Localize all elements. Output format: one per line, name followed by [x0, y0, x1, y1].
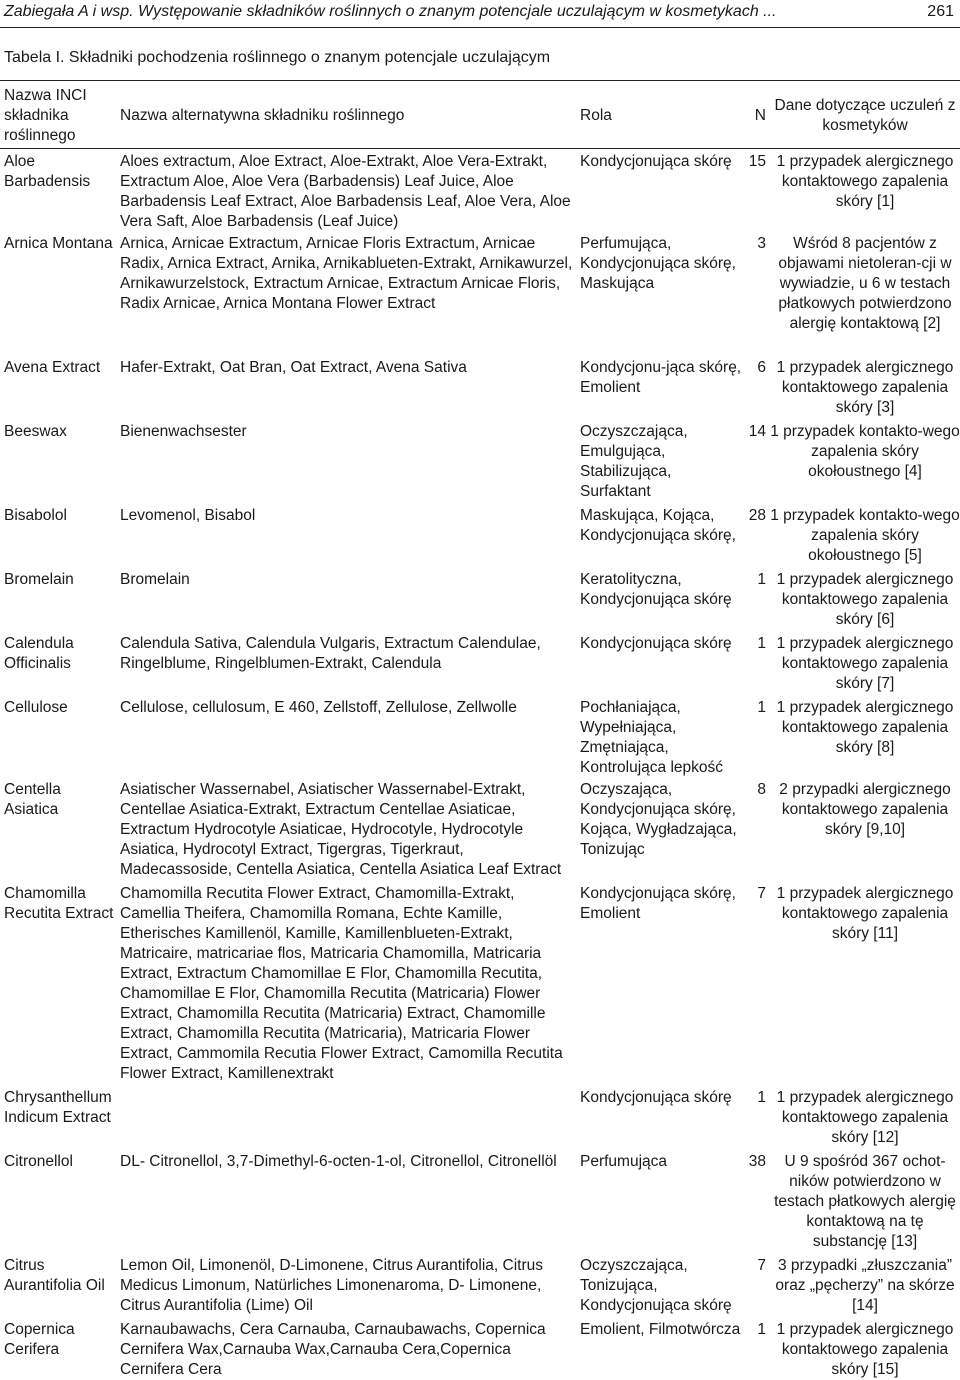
table-row-n: 8: [757, 781, 766, 798]
header-n: N: [754, 107, 766, 124]
table-row-role: Oczyszająca, Kondycjonująca skórę, Kojąca, Wygładzająca, Tonizując: [580, 781, 737, 858]
table-row-n: 14: [748, 423, 766, 440]
table-row-role: Kondycjonująca skórę: [580, 153, 732, 170]
table-row-inci: Calendula Officinalis: [4, 635, 74, 672]
table-row-role: Pochłaniająca, Wypełniająca, Zmętniająca, Kontrolująca lepkość: [580, 699, 724, 776]
table-row-inci: Copernica Cerifera: [4, 1321, 75, 1358]
table-row-alt: Chamomilla Recutita Flower Extract, Chamomilla-Extrakt, Camellia Theifera, Chamomilla Romana, Echte Kamille, Etherisches Kamillenöl, Kamille, Kamillenblueten-Extrakt, Matricaire, matricariae flos, Matricaria Chamomilla, Matricaria Extract, Extractum Chamomillae E Flor, Chamomilla Recutita, Chamomillae E Flor, Chamomilla Recutita (Matricaria) Flower Extract, Chamomilla Recutita (Matricaria) Extract, Chamomille Extract, Chamomilla Recutita (Matricaria), Matricaria Flower Extract, Cammomila Recutia Flower Extract, Camomilla Recutita Flower Extract, Kamillenextrakt: [120, 885, 563, 1082]
table-row-alt: Karnaubawachs, Cera Carnauba, Carnaubawachs, Copernica Cernifera Wax,Carnauba Wax,Carnauba Cera,Copernica Cernifera Cera: [120, 1321, 546, 1378]
table-row-n: 38: [748, 1153, 766, 1170]
table-row-alt: Lemon Oil, Limonenöl, D-Limonene, Citrus Aurantifolia, Citrus Medicus Limonum, Natürliches Limonenaroma, D- Limonene, Citrus Aurantifolia (Lime) Oil: [120, 1257, 543, 1314]
table-row-role: Kondycjonująca skórę: [580, 1089, 732, 1106]
table-row-inci: Citrus Aurantifolia Oil: [4, 1257, 105, 1294]
table-row-role: Perfumująca, Kondycjonująca skórę, Maskująca: [580, 235, 736, 292]
table-row-data: 2 przypadki alergicznego kontaktowego zapalenia skóry [9,10]: [779, 781, 951, 838]
table-row-role: Keratolityczna, Kondycjonująca skórę: [580, 571, 732, 608]
table-row-n: 15: [748, 153, 766, 170]
table-row-data: 3 przypadki „złuszczania” oraz „pęcherzy” na skórze [14]: [775, 1257, 955, 1314]
ingredients-table: [0, 80, 960, 1380]
table-caption: Tabela I. Składniki pochodzenia roślinnego o znanym potencjale uczulającym: [4, 49, 551, 66]
header-allergy-data: Dane dotyczące uczuleń z kosmetyków: [774, 97, 956, 134]
table-row-inci: Aloe Barbadensis: [4, 153, 91, 190]
table-row-data: 1 przypadek alergicznego kontaktowego zapalenia skóry [11]: [776, 885, 954, 942]
table-row-inci: Avena Extract: [4, 359, 101, 376]
table-row-alt: DL- Citronellol, 3,7-Dimethyl-6-octen-1-ol, Citronellol, Citronellöl: [120, 1153, 557, 1170]
table-row-data: 1 przypadek kontakto-wego zapalenia skóry okołoustnego [5]: [770, 507, 960, 564]
table-row-data: 1 przypadek alergicznego kontaktowego zapalenia skóry [1]: [776, 153, 954, 210]
table-row-role: Oczyszczająca, Emulgująca, Stabilizująca, Surfaktant: [580, 423, 688, 500]
table-row-alt: Bromelain: [120, 571, 190, 588]
table-row-role: Kondycjonująca skórę: [580, 635, 732, 652]
table-row-n: 3: [757, 235, 766, 252]
table-row-inci: Bisabolol: [4, 507, 67, 524]
table-row-role: Perfumująca: [580, 1153, 668, 1170]
table-row-inci: Citronellol: [4, 1153, 73, 1170]
table-row-alt: Bienenwachsester: [120, 423, 247, 440]
table-row-n: 1: [757, 571, 766, 588]
table-row-inci: Beeswax: [4, 423, 67, 440]
table-row-n: 28: [748, 507, 766, 524]
table-row-alt: Hafer-Extrakt, Oat Bran, Oat Extract, Avena Sativa: [120, 359, 467, 376]
table-row-n: 6: [757, 359, 766, 376]
table-row-data: U 9 spośród 367 ochot-ników potwierdzono w testach płatkowych alergię kontaktową na tę substancję [13]: [774, 1153, 956, 1250]
table-row-n: 7: [757, 1257, 766, 1274]
table-row-n: 7: [757, 885, 766, 902]
table-row-data: 1 przypadek alergicznego kontaktowego zapalenia skóry [15]: [776, 1321, 954, 1378]
table-row-role: Oczyszczająca, Tonizująca, Kondycjonująca skórę: [580, 1257, 732, 1314]
table-row-role: Emolient, Filmotwórcza: [580, 1321, 741, 1338]
table-top-rule: [0, 80, 960, 81]
table-row-alt: Aloes extractum, Aloe Extract, Aloe-Extrakt, Aloe Vera-Extrakt, Extractum Aloe, Aloe Vera (Barbadensis) Leaf Juice, Aloe Barbadensis Leaf Extract, Aloe Barbadensis Leaf, Aloe Vera, Aloe Vera Saft, Aloe Barbadensis (Leaf Juice): [120, 153, 571, 230]
table-row-alt: Asiatischer Wassernabel, Asiatischer Wassernabel-Extrakt, Centellae Asiatica-Extrakt, Extractum Centellae Asiaticae, Extractum Hydrocotyle Asiaticae, Hydrocotyle, Hydrocotyle Asiatica, Hydrocotyl Extract, Tigergras, Tigerkraut, Madecassoside, Centella Asiatica, Centella Asiatica Leaf Extract: [120, 781, 562, 878]
table-row-data: 1 przypadek kontakto-wego zapalenia skóry okołoustnego [4]: [770, 423, 960, 480]
table-row-data: Wśród 8 pacjentów z objawami nietoleran-cji w wywiadzie, u 6 w testach płatkowych potwierdzono alergię kontaktową [2]: [778, 235, 952, 332]
table-row-data: 1 przypadek alergicznego kontaktowego zapalenia skóry [6]: [776, 571, 954, 628]
table-row-data: 1 przypadek alergicznego kontaktowego zapalenia skóry [8]: [776, 699, 954, 756]
running-head: [4, 0, 954, 24]
header-rule: [0, 27, 960, 28]
table-row-alt: Arnica, Arnicae Extractum, Arnicae Floris Extractum, Arnicae Radix, Arnica Extract, Arnika, Arnikablueten-Extrakt, Arnikawurzel, Arnikawurzelstock, Extractum Arnicae, Extractum Arnicae Floris, Radix Arnicae, Arnica Montana Flower Extract: [120, 235, 573, 312]
header-inci: Nazwa INCI składnika roślinnego: [4, 87, 87, 144]
table-row-data: 1 przypadek alergicznego kontaktowego zapalenia skóry [7]: [776, 635, 954, 692]
table-row-inci: Chamomilla Recutita Extract: [4, 885, 114, 922]
running-head-title: Zabiegała A i wsp. Występowanie składników roślinnych o znanym potencjale uczulającym w kosmetykach ...: [4, 3, 777, 20]
table-row-role: Kondycjonu-jąca skórę, Emolient: [580, 359, 742, 396]
page-number: 261: [927, 3, 954, 20]
table-row-alt: Calendula Sativa, Calendula Vulgaris, Extractum Calendulae, Ringelblume, Ringelblumen-Extrakt, Calendula: [120, 635, 541, 672]
table-row-data: 1 przypadek alergicznego kontaktowego zapalenia skóry [12]: [776, 1089, 954, 1146]
table-row-role: Kondycjonująca skórę, Emolient: [580, 885, 736, 922]
table-row-data: 1 przypadek alergicznego kontaktowego zapalenia skóry [3]: [776, 359, 954, 416]
table-row-inci: Centella Asiatica: [4, 781, 61, 818]
table-row-inci: Arnica Montana: [4, 235, 113, 252]
table-row-n: 1: [757, 635, 766, 652]
table-header-rule: [0, 148, 960, 149]
table-row-n: 1: [757, 1089, 766, 1106]
table-row-role: Maskująca, Kojąca, Kondycjonująca skórę,: [580, 507, 736, 544]
table-row-inci: Cellulose: [4, 699, 68, 716]
table-row-n: 1: [757, 1321, 766, 1338]
table-row-inci: Chrysanthellum Indicum Extract: [4, 1089, 112, 1126]
table-row-alt: Levomenol, Bisabol: [120, 507, 256, 524]
table-row-alt: Cellulose, cellulosum, E 460, Zellstoff, Zellulose, Zellwolle: [120, 699, 517, 716]
header-alternative-name: Nazwa alternatywna składniku roślinnego: [120, 107, 405, 124]
table-row-inci: Bromelain: [4, 571, 74, 588]
header-role: Rola: [580, 107, 612, 124]
table-row-n: 1: [757, 699, 766, 716]
